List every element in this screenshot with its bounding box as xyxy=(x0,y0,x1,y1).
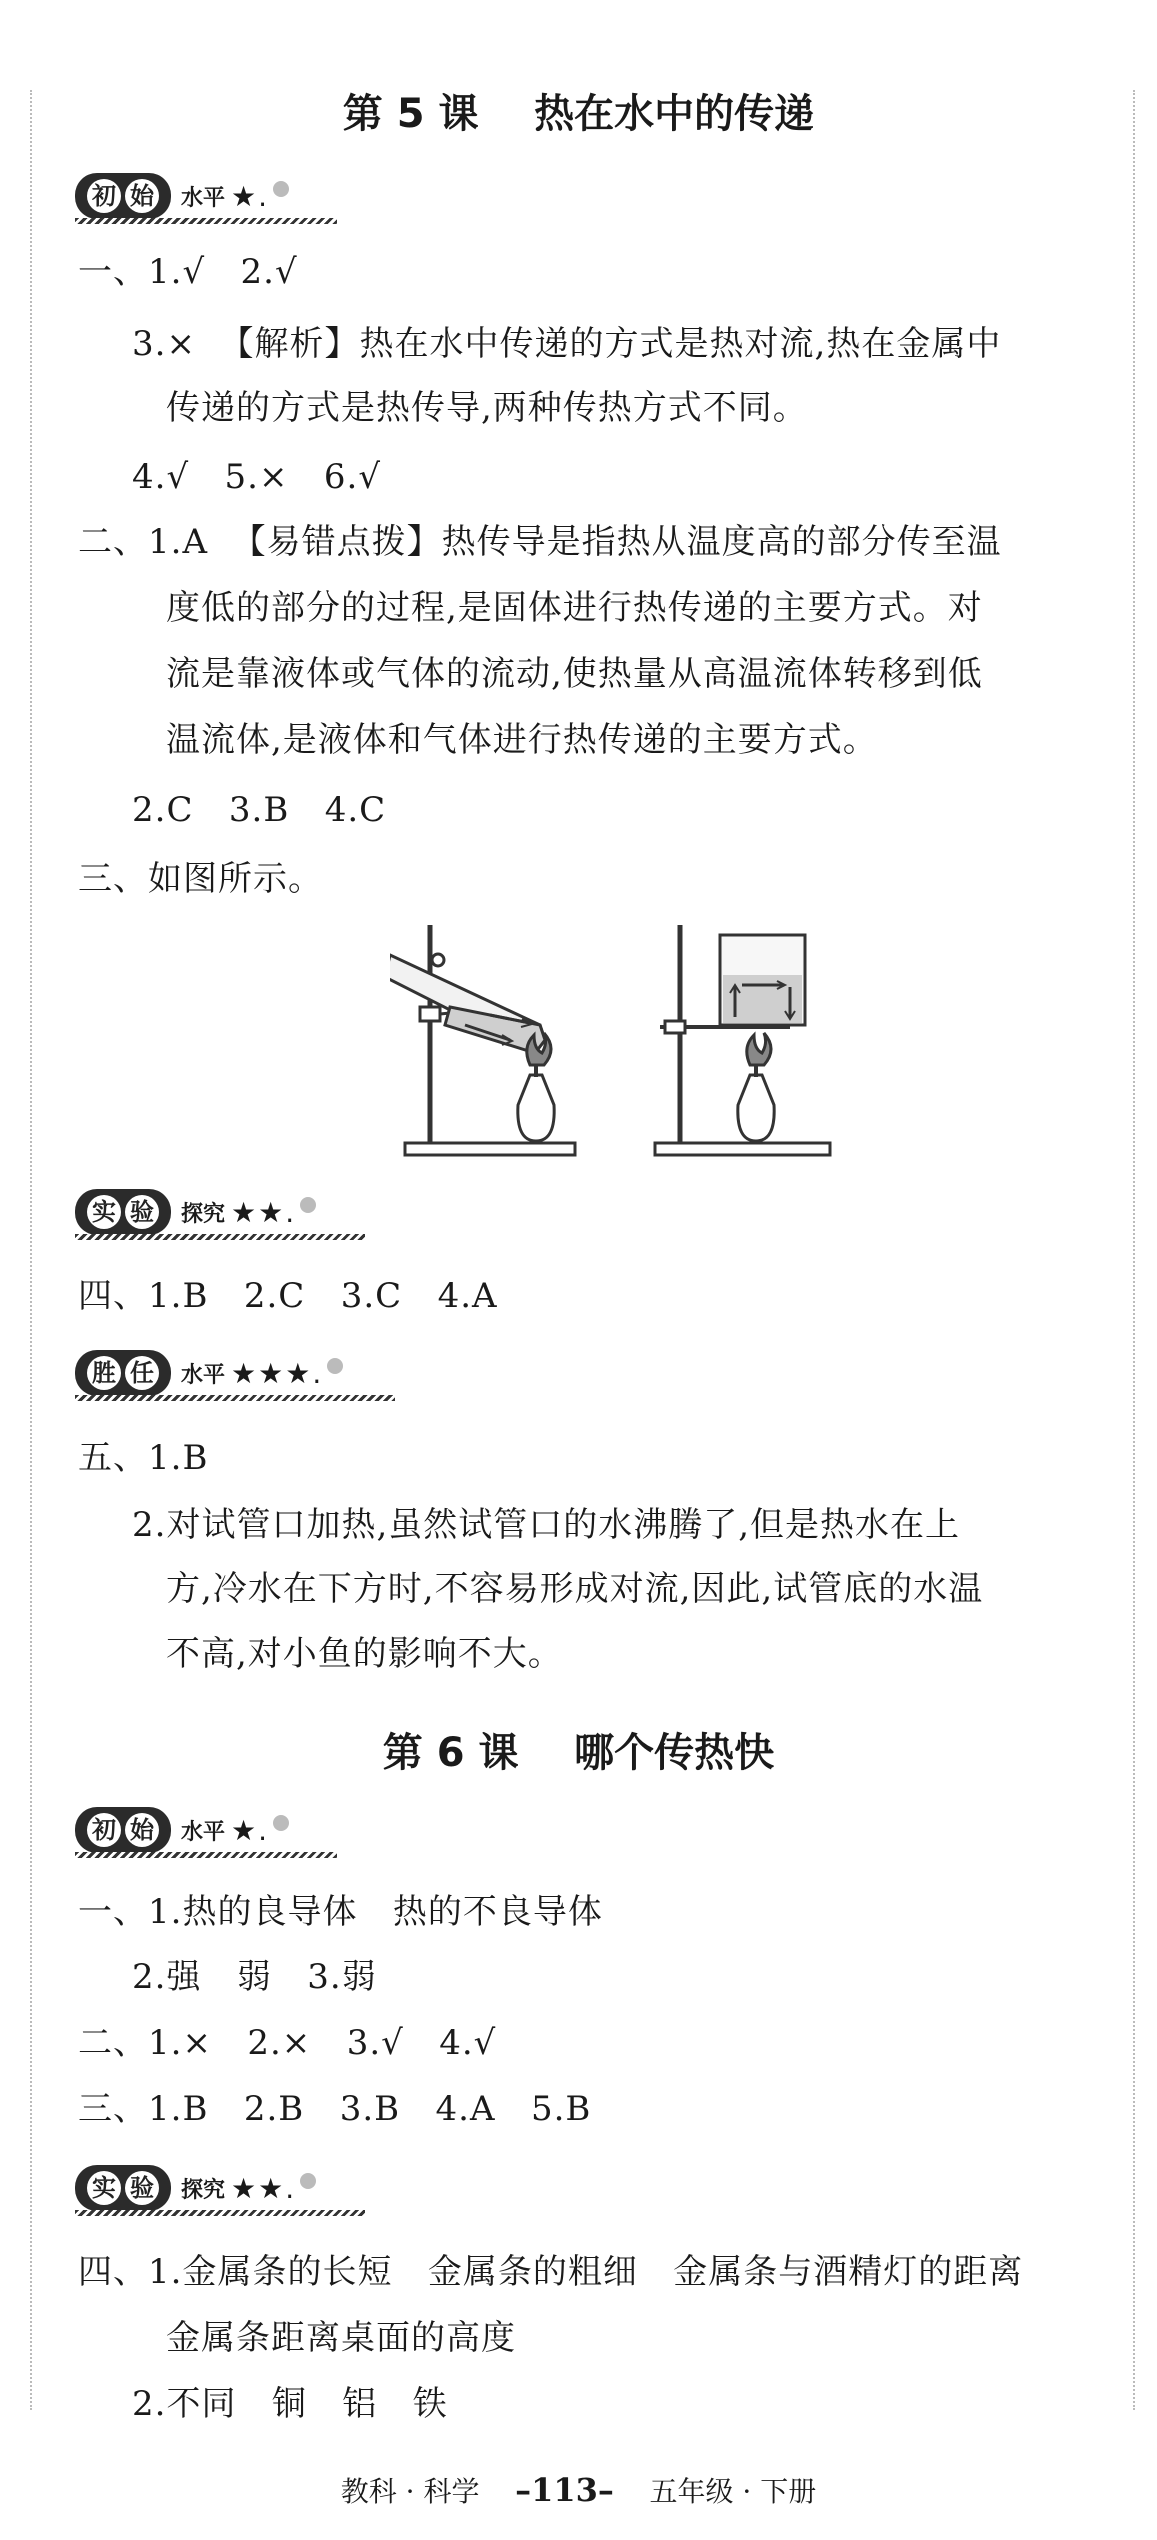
answer-line: 2.C 3.B 4.C xyxy=(132,790,387,830)
star-rating-icon: ★★. xyxy=(231,2171,297,2205)
badge-char: 验 xyxy=(125,1195,159,1229)
decorative-dot-icon xyxy=(327,1358,343,1374)
badge-pill xyxy=(75,1350,171,1396)
badge-master-level xyxy=(75,1345,343,1401)
answer-line: 三、如图所示。 xyxy=(78,859,323,899)
badge-underline xyxy=(75,1234,365,1240)
badge-char: 始 xyxy=(125,1813,159,1847)
answer-line: 方,冷水在下方时,不容易形成对流,因此,试管底的水温 xyxy=(166,1569,984,1609)
page-number: –113– xyxy=(515,2471,614,2509)
decorative-dot-icon xyxy=(273,181,289,197)
answer-line: 2.强 弱 3.弱 xyxy=(132,1957,377,1997)
badge-subtitle: 水平 xyxy=(181,185,226,211)
badge-char: 胜 xyxy=(87,1356,121,1390)
answer-line: 二、1.× 2.× 3.√ 4.√ xyxy=(78,2023,497,2063)
right-margin-rule xyxy=(1133,90,1135,2410)
answer-line: 一、1.√ 2.√ xyxy=(78,252,298,292)
badge-subtitle: 水平 xyxy=(181,1362,226,1388)
star-rating-icon: ★★★. xyxy=(231,1356,324,1390)
badge-pill xyxy=(75,1189,171,1235)
badge-pill xyxy=(75,1807,171,1853)
badge-initial-level xyxy=(75,1802,289,1858)
footer-subject: 教科 · 科学 xyxy=(340,2475,480,2508)
lesson6-title: 第 6 课 哪个传热快 xyxy=(382,1730,775,1776)
answer-line: 传递的方式是热传导,两种传热方式不同。 xyxy=(166,388,808,428)
badge-initial-level xyxy=(75,168,289,224)
answer-line: 三、1.B 2.B 3.B 4.A 5.B xyxy=(78,2089,592,2129)
badge-char: 实 xyxy=(87,1195,121,1229)
answer-line: 四、1.B 2.C 3.C 4.A xyxy=(78,1276,498,1316)
star-rating-icon: ★. xyxy=(231,179,270,213)
badge-underline xyxy=(75,218,337,224)
answer-line: 流是靠液体或气体的流动,使热量从高温流体转移到低 xyxy=(166,654,983,694)
answer-line: 四、1.金属条的长短 金属条的粗细 金属条与酒精灯的距离 xyxy=(78,2252,1024,2292)
answer-line: 不高,对小鱼的影响不大。 xyxy=(166,1634,563,1674)
badge-underline xyxy=(75,1395,395,1401)
decorative-dot-icon xyxy=(300,2173,316,2189)
beaker-apparatus xyxy=(655,925,830,1155)
badge-char: 验 xyxy=(125,2171,159,2205)
answer-line: 一、1.热的良导体 热的不良导体 xyxy=(78,1892,603,1932)
answer-line: 金属条距离桌面的高度 xyxy=(166,2318,516,2358)
convection-apparatus-figure xyxy=(390,915,850,1165)
badge-subtitle: 探究 xyxy=(181,2177,226,2203)
answer-line: 2.不同 铜 铝 铁 xyxy=(132,2384,448,2424)
badge-underline xyxy=(75,1852,337,1858)
answer-line: 温流体,是液体和气体进行热传递的主要方式。 xyxy=(166,720,878,760)
badge-char: 任 xyxy=(125,1356,159,1390)
answer-line: 二、1.A 【易错点拨】热传导是指热从温度高的部分传至温 xyxy=(78,522,1002,562)
left-margin-rule xyxy=(30,90,32,2410)
star-rating-icon: ★. xyxy=(231,1813,270,1847)
badge-char: 实 xyxy=(87,2171,121,2205)
badge-subtitle: 水平 xyxy=(181,1819,226,1845)
lesson5-title: 第 5 课 热在水中的传递 xyxy=(342,91,815,137)
badge-char: 初 xyxy=(87,179,121,213)
answer-line: 2.对试管口加热,虽然试管口的水沸腾了,但是热水在上 xyxy=(132,1505,961,1545)
star-rating-icon: ★★. xyxy=(231,1195,297,1229)
badge-experiment xyxy=(75,2160,316,2216)
badge-underline xyxy=(75,2210,365,2216)
badge-char: 初 xyxy=(87,1813,121,1847)
test-tube-apparatus xyxy=(390,925,575,1155)
decorative-dot-icon xyxy=(273,1815,289,1831)
badge-experiment xyxy=(75,1184,316,1240)
footer-grade: 五年级 · 下册 xyxy=(649,2475,817,2508)
answer-line: 3.× 【解析】热在水中传递的方式是热对流,热在金属中 xyxy=(132,324,1002,364)
answer-line: 度低的部分的过程,是固体进行热传递的主要方式。对 xyxy=(166,588,983,628)
badge-pill xyxy=(75,2165,171,2211)
badge-pill xyxy=(75,173,171,219)
page-footer xyxy=(0,2470,1157,2510)
answer-line: 4.√ 5.× 6.√ xyxy=(132,457,381,497)
badge-subtitle: 探究 xyxy=(181,1201,226,1227)
answer-line: 五、1.B xyxy=(78,1438,209,1478)
badge-char: 始 xyxy=(125,179,159,213)
decorative-dot-icon xyxy=(300,1197,316,1213)
